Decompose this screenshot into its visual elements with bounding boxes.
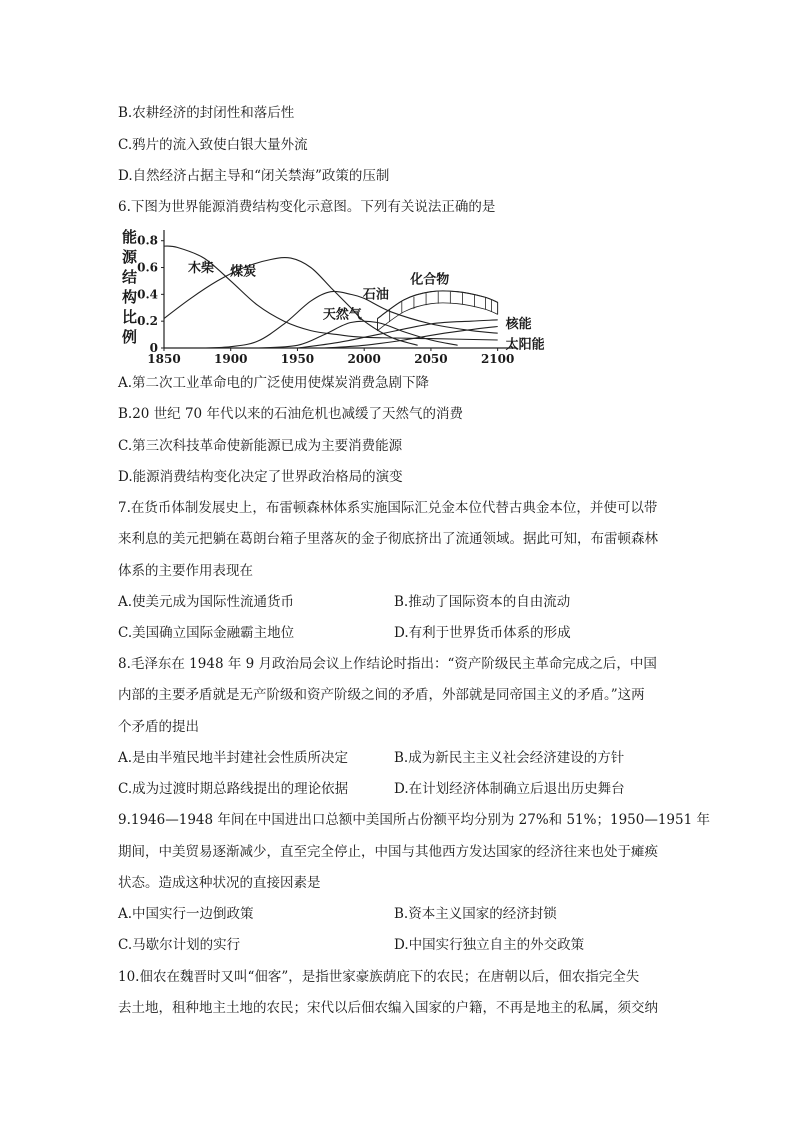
y-tick-label: 0 — [149, 341, 158, 355]
q7-stem-line-2: 来利息的美元把躺在葛朗台箱子里落灰的金子彻底挤出了流通领域。据此可知，布雷顿森林 — [118, 531, 658, 547]
q8-option-c: C.成为过渡时期总路线提出的理论依据 — [118, 781, 349, 797]
y-tick-label: 0.6 — [137, 260, 158, 275]
q5-option-b: B.农耕经济的封闭性和落后性 — [118, 105, 295, 121]
y-label-char: 例 — [122, 328, 138, 346]
q8-option-d: D.在计划经济体制确立后退出历史舞台 — [394, 781, 625, 797]
q6-option-c: C.第三次科技革命使新能源已成为主要消费能源 — [118, 438, 403, 454]
q5-option-c: C.鸦片的流入致使白银大量外流 — [118, 137, 308, 153]
q8-option-a: A.是由半殖民地半封建社会性质所决定 — [118, 750, 349, 766]
q8-stem-line-1: 8.毛泽东在 1948 年 9 月政治局会议上作结论时指出：“资产阶级民主革命完成之后，中国 — [118, 656, 657, 672]
q6-option-d: D.能源消费结构变化决定了世界政治格局的演变 — [118, 469, 403, 485]
y-tick-label: 0.4 — [137, 287, 158, 302]
q9-option-a: A.中国实行一边倒政策 — [118, 906, 254, 922]
q9-stem-line-2: 期间，中美贸易逐渐减少，直至完全停止，中国与其他西方发达国家的经济往来也处于瘫痪 — [118, 844, 658, 860]
y-tick-label: 0.2 — [137, 314, 158, 329]
x-tick-label: 2000 — [347, 352, 381, 366]
q10-stem-line-1: 10.佃农在魏晋时又叫“佃客”，是指世家豪族荫庇下的农民；在唐朝以后，佃农指完全失 — [118, 969, 640, 985]
x-tick-label: 1900 — [214, 352, 248, 366]
q6-stem: 6.下图为世界能源消费结构变化示意图。下列有关说法正确的是 — [118, 199, 496, 215]
series-label-石油: 石油 — [362, 287, 389, 303]
y-label-char: 能 — [122, 228, 138, 246]
y-label-char: 构 — [122, 288, 138, 306]
q8-stem-line-2: 内部的主要矛盾就是无产阶级和资产阶级之间的矛盾，外部就是同帝国主义的矛盾。”这两 — [118, 687, 645, 703]
y-tick-label: 0.8 — [137, 233, 158, 248]
x-tick-label: 2050 — [414, 352, 448, 366]
energy-consumption-chart — [116, 226, 545, 366]
chart-series-labels — [188, 260, 545, 352]
x-tick-label: 1950 — [280, 352, 315, 366]
series-line-天然气 — [257, 321, 457, 348]
x-tick-label: 2100 — [480, 352, 515, 366]
x-tick-label: 1850 — [147, 352, 181, 366]
q10-stem-line-2: 去土地，租种地主土地的农民；宋代以后佃农编入国家的户籍，不再是地主的私属，须交纳 — [118, 1000, 658, 1016]
q5-option-d: D.自然经济占据主导和“闭关禁海”政策的压制 — [118, 168, 390, 184]
series-label-太阳能: 太阳能 — [505, 337, 545, 353]
q9-option-d: D.中国实行独立自主的外交政策 — [394, 937, 585, 953]
y-label-char: 源 — [122, 248, 138, 266]
series-line-木柴 — [164, 246, 498, 340]
q7-stem-line-3: 体系的主要作用表现在 — [118, 563, 253, 579]
q6-option-a: A.第二次工业革命电的广泛使用使煤炭消费急剧下降 — [118, 375, 430, 391]
q6-option-b: B.20 世纪 70 年代以来的石油危机也减缓了天然气的消费 — [118, 406, 463, 422]
q8-option-b: B.成为新民主主义社会经济建设的方针 — [394, 750, 625, 766]
q8-stem-line-3: 个矛盾的提出 — [118, 719, 199, 735]
series-label-木柴: 木柴 — [188, 261, 215, 277]
q7-option-d: D.有利于世界货币体系的形成 — [394, 625, 571, 641]
q7-option-b: B.推动了国际资本的自由流动 — [394, 594, 571, 610]
q7-option-c: C.美国确立国际金融霸主地位 — [118, 625, 295, 641]
q9-stem-line-3: 状态。造成这种状况的直接因素是 — [118, 875, 321, 891]
series-band-化合物 — [378, 291, 498, 331]
series-label-天然气: 天然气 — [322, 307, 362, 323]
series-label-化合物: 化合物 — [410, 272, 450, 288]
q9-option-b: B.资本主义国家的经济封锁 — [394, 906, 557, 922]
q9-option-c: C.马歇尔计划的实行 — [118, 937, 241, 953]
q7-stem-line-1: 7.在货币体制发展史上，布雷顿森林体系实施国际汇兑金本位代替古典金本位，并使可以带 — [118, 500, 658, 516]
y-label-char: 比 — [122, 308, 138, 326]
series-line-太阳能 — [324, 327, 498, 349]
q9-stem-line-1: 9.1946—1948 年间在中国进出口总额中美国所占份额平均分别为 27%和 51%；1950—1951 年 — [118, 812, 710, 828]
q7-option-a: A.使美元成为国际性流通货币 — [118, 594, 295, 610]
series-label-核能: 核能 — [505, 316, 532, 332]
y-label-char: 结 — [122, 268, 138, 286]
y-axis-label — [122, 228, 138, 346]
series-label-煤炭: 煤炭 — [230, 264, 257, 280]
